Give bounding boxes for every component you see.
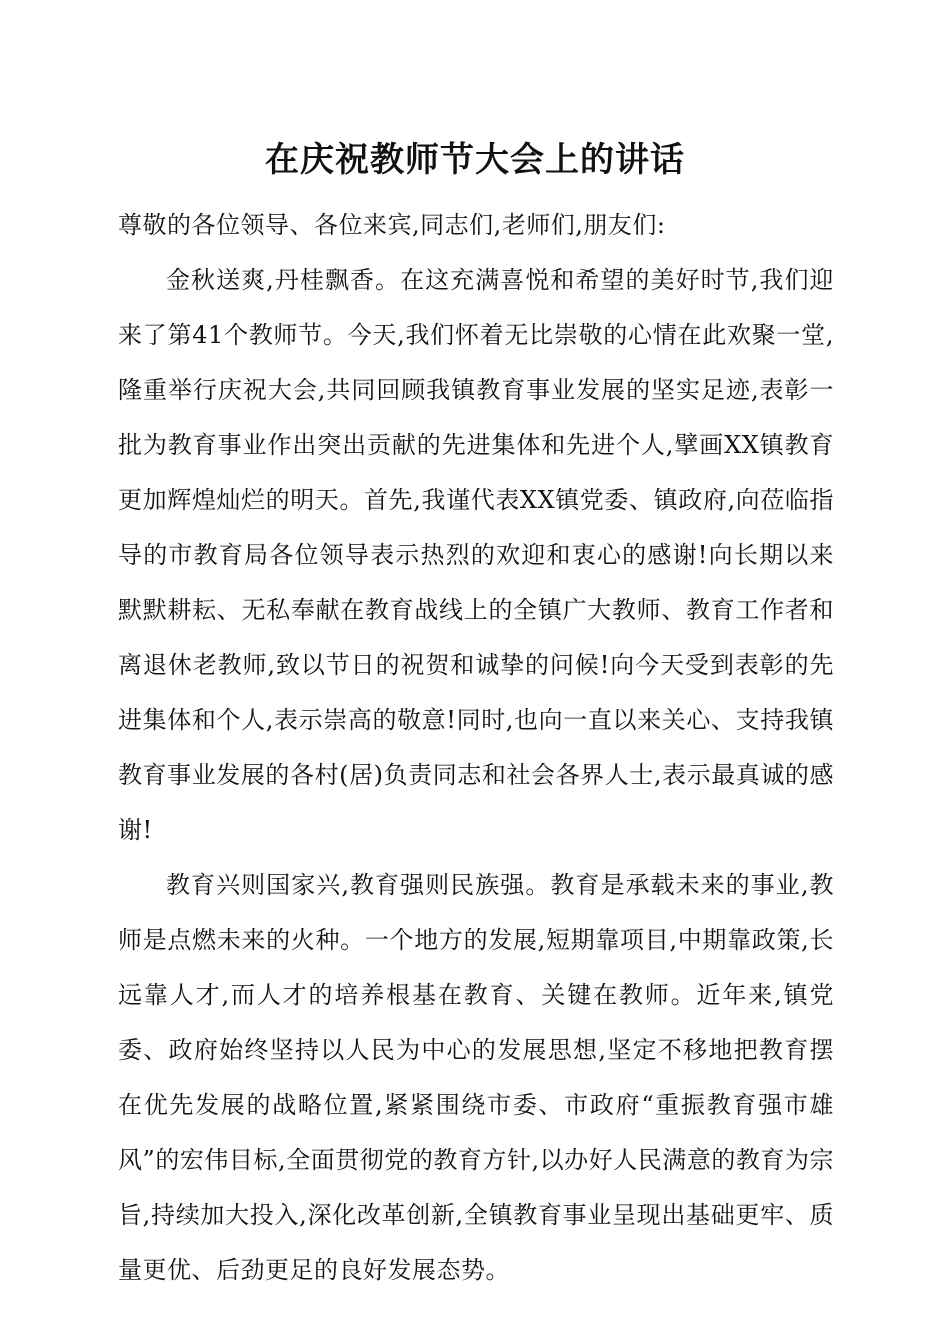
paragraph-2: 教育兴则国家兴,教育强则民族强。教育是承载未来的事业,教师是点燃未来的火种。一个地方的发展,短期靠项目,中期靠政策,长远靠人才,而人才的培养根基在教育、关键在教师。近年来,镇党委、政府始终坚持以人民为中心的发展思想,坚定不移地把教育摆在优先发展的战略位置,紧紧围绕市委、市政府“重振教育强市雄风”的宏伟目标,全面贯彻党的教育方针,以办好人民满意的教育为宗旨,持续加大投入,深化改革创新,全镇教育事业呈现出基础更牢、质量更优、后劲更足的良好发展态势。	[118, 871, 834, 1284]
salutation: 尊敬的各位领导、各位来宾,同志们,老师们,朋友们:	[118, 211, 666, 239]
document-title: 在庆祝教师节大会上的讲话	[265, 140, 685, 180]
document-body	[118, 198, 834, 1298]
paragraph-1: 金秋送爽,丹桂飘香。在这充满喜悦和希望的美好时节,我们迎来了第41个教师节。今天,我们怀着无比崇敬的心情在此欢聚一堂,隆重举行庆祝大会,共同回顾我镇教育事业发展的坚实足迹,表彰一批为教育事业作出突出贡献的先进集体和先进个人,擘画XX镇教育更加辉煌灿烂的明天。首先,我谨代表XX镇党委、镇政府,向莅临指导的市教育局各位领导表示热烈的欢迎和衷心的感谢!向长期以来默默耕耘、无私奉献在教育战线上的全镇广大教师、教育工作者和离退休老教师,致以节日的祝贺和诚挚的问候!向今天受到表彰的先进集体和个人,表示崇高的敬意!同时,也向一直以来关心、支持我镇教育事业发展的各村(居)负责同志和社会各界人士,表示最真诚的感谢!	[118, 266, 834, 844]
